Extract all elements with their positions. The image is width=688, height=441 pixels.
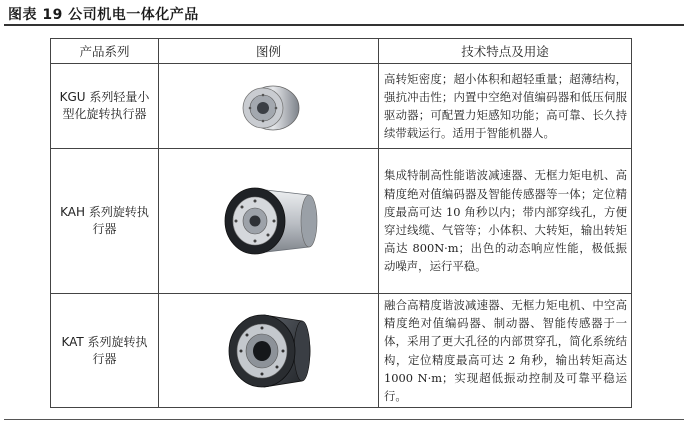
description-kat: 融合高精度谐波减速器、无框力矩电机、中空高精度绝对值编码器、制动器、智能传感器于一体，采用了更大孔径的内部贯穿孔，简化系统结构，定位精度最高可达 2 角秒，输出转矩高达 1000 N·m；实现超低振动控制及可靠平稳运行。	[379, 294, 632, 408]
title-divider	[4, 24, 684, 26]
image-cell-kgu	[159, 64, 379, 149]
series-kat: KAT 系列旋转执行器	[51, 294, 159, 408]
kgu-actuator-photo-icon	[229, 78, 309, 134]
kat-actuator-photo-icon	[214, 305, 324, 397]
image-cell-kah	[159, 149, 379, 294]
table-row	[51, 294, 632, 408]
bottom-divider	[4, 419, 684, 420]
description-kgu: 高转矩密度；超小体积和超轻重量；超薄结构，强抗冲击性；内置中空绝对值编码器和低压伺服驱动器；可配置力矩感知功能；高可靠、长久持续带载运行。适用于智能机器人。	[379, 64, 632, 149]
series-kah: KAH 系列旋转执行器	[51, 149, 159, 294]
description-kah: 集成特制高性能谐波减速器、无框力矩电机、高精度绝对值编码器及智能传感器等一体；定位精度最高可达 10 角秒以内；带内部穿线孔，方便穿过线缆、气管等；小体积、大转矩，输出转矩高达 800N·m；出色的动态响应性能，极低振动噪声，运行平稳。	[379, 149, 632, 294]
figure-title: 图表 19 公司机电一体化产品	[8, 7, 199, 23]
product-table	[50, 38, 632, 408]
table-row	[51, 64, 632, 149]
header-features: 技术特点及用途	[379, 39, 632, 64]
kah-actuator-photo-icon	[209, 171, 329, 271]
table-row	[51, 149, 632, 294]
header-series: 产品系列	[51, 39, 159, 64]
series-kgu: KGU 系列轻量小型化旋转执行器	[51, 64, 159, 149]
table-header-row	[51, 39, 632, 64]
header-image: 图例	[159, 39, 379, 64]
image-cell-kat	[159, 294, 379, 408]
